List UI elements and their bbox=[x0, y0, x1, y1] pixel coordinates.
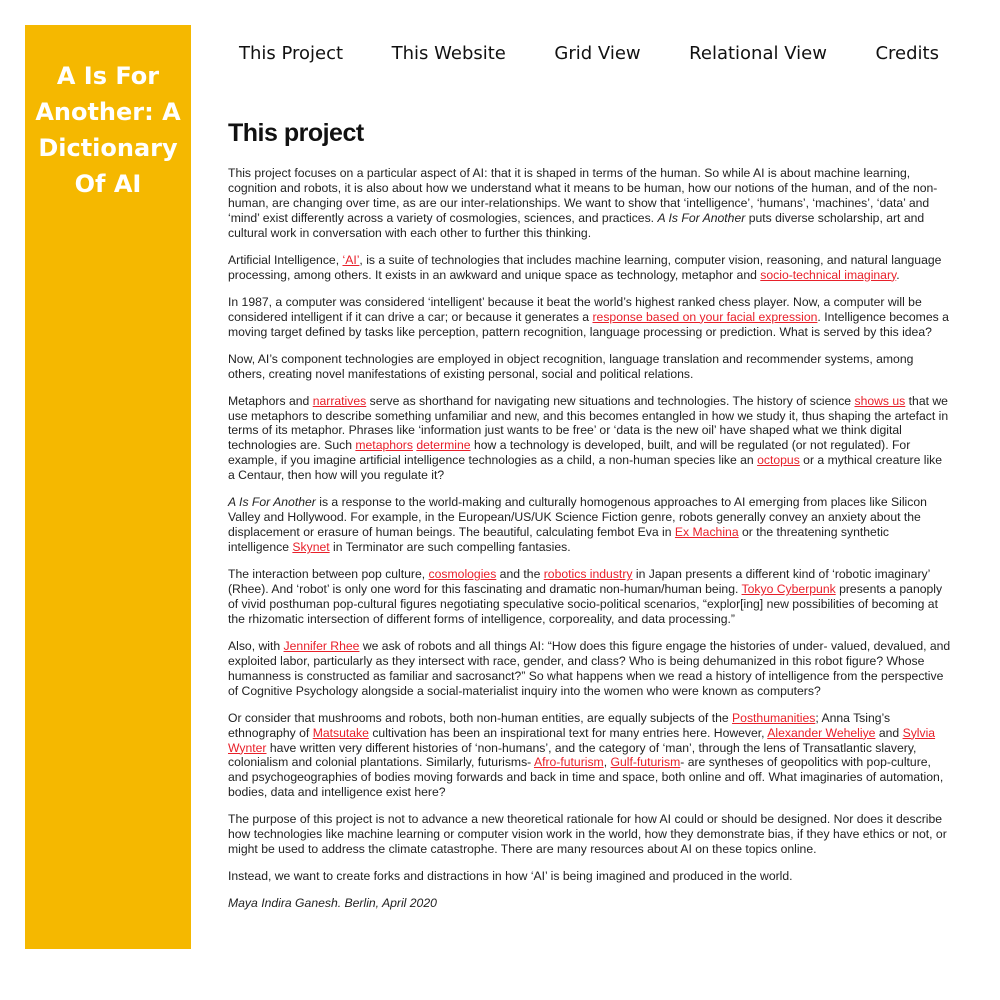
text: that we use metaphors to describe something unfamiliar and new, and this becomes entangled in how we study it, thus shaping the artefact in terms of its metaphor. Phrases like ‘information just wants to be free’ or ‘data is the new oil’ have shaped what we think digital technologies are. Such bbox=[228, 393, 949, 453]
link-jennifer-rhee[interactable]: Jennifer Rhee bbox=[283, 638, 360, 653]
link-afro-futurism[interactable]: Afro-futurism bbox=[533, 755, 604, 770]
text: , bbox=[603, 755, 611, 770]
text: puts diverse scholarship, art and cultural work in conversation with each other to further this thinking. bbox=[228, 210, 925, 240]
link-cosmologies[interactable]: cosmologies bbox=[428, 567, 497, 582]
link-octopus[interactable]: octopus bbox=[757, 453, 800, 468]
link-alexander-weheliye[interactable]: Alexander Weheliye bbox=[767, 725, 876, 740]
paragraph-japan bbox=[228, 567, 952, 627]
link-tokyo-cyberpunk[interactable]: Tokyo Cyberpunk bbox=[741, 581, 836, 596]
nav-this-website[interactable]: This Website bbox=[391, 42, 506, 64]
link-metaphors[interactable]: metaphors bbox=[355, 438, 413, 453]
nav-this-project[interactable]: This Project bbox=[239, 42, 344, 64]
paragraph-metaphors bbox=[228, 394, 952, 483]
text: . Intelligence becomes a moving target defined by tasks like perception, pattern recognition, language processing or prediction. What is served by this idea? bbox=[228, 309, 949, 339]
text: The interaction between pop culture, bbox=[228, 567, 429, 582]
text: is a response to the world-making and culturally homogenous approaches to AI emerging from places like Silicon Valley and Hollywood. For example, in the European/US/UK Science Fiction genre, robots generally convey an anxiety about the displacement or erasure of human beings. The beautiful, calculating fembot Eva in bbox=[228, 495, 927, 540]
link-facial-expression[interactable]: response based on your facial expression bbox=[592, 309, 818, 324]
signature bbox=[228, 896, 952, 911]
text: and the bbox=[496, 567, 544, 582]
paragraph-intro bbox=[228, 166, 952, 241]
text: In 1987, a computer was considered ‘intelligent’ because it beat the world’s highest ranked chess player. Now, a computer will be considered intelligent if it can drive a car; or because it generates a bbox=[228, 294, 922, 324]
paragraph-rhee bbox=[228, 639, 952, 699]
paragraph-instead bbox=[228, 869, 952, 884]
text: Artificial Intelligence, bbox=[228, 252, 343, 267]
text: Instead, we want to create forks and distractions in how ‘AI’ is being imagined and produced in the world. bbox=[228, 869, 793, 884]
text: serve as shorthand for navigating new situations and technologies. The history of science bbox=[366, 393, 855, 408]
text: we ask of robots and all things AI: “How does this figure engage the histories of under- valued, devalued, and exploited labor, particularly as they intersect with race, gender, and class? Who is being dehumanized in this robot figure? Whose humanness is constructed as familiar and sacrosanct?” So what happens when we read a history of intelligence from the perspective of Cognitive Psychology alongside a social-materialist inquiry into the women who were known as computers? bbox=[228, 638, 951, 698]
text: Also, with bbox=[228, 638, 284, 653]
text: , is a suite of technologies that includes machine learning, computer vision, reasoning, and natural language processing, among others. It exists in an awkward and unique space as technology, metaphor and bbox=[228, 252, 942, 282]
text: or the threatening synthetic intelligence bbox=[228, 525, 890, 554]
site-title[interactable]: A Is For Another: A Dictionary Of AI bbox=[35, 62, 181, 198]
text: Or consider that mushrooms and robots, both non-human entities, are equally subjects of the bbox=[228, 710, 733, 725]
sidebar bbox=[25, 25, 191, 949]
text: presents a panoply of vivid posthuman pop-cultural figures negotiating speculative socio-political scenarios, “explor[ing] new possibilities of becoming at the rhizomatic intersection of different forms of intelligence, corporeality, and data processing.” bbox=[228, 581, 943, 626]
link-skynet[interactable]: Skynet bbox=[292, 539, 330, 554]
text: ; Anna Tsing’s ethnography of bbox=[228, 710, 891, 740]
text: The purpose of this project is not to advance a new theoretical rationale for how AI could or should be designed. Nor does it describe how technologies like machine learning or computer vision work in the world, how they demonstrate bias, if they have ethics or not, or might be used to address the climate catastrophe. There are many resources about AI on these topics online. bbox=[228, 812, 947, 857]
text: have written very different histories of ‘non-humans’, and the category of ‘man’, through the lens of Transatlantic slavery, colonialism and colonial plantations. Similarly, futurisms- bbox=[228, 740, 917, 770]
text: Now, AI’s component technologies are employed in object recognition, language translation and recommender systems, among others, creating novel manifestations of existing personal, social and political relations. bbox=[228, 351, 914, 381]
text: This project focuses on a particular aspect of AI: that it is shaped in terms of the human. So while AI is about machine learning, cognition and robots, it is also about how we understand what it means to be human, how our notions of the human, and of the non-human, are changing over time, as are our inter-relationships. We want to show that ‘intelligence’, ‘humans’, ‘machines’, ‘data’ and ‘mind’ exist differently across a variety of cosmologies, sciences, and practices. bbox=[228, 166, 938, 225]
link-determine[interactable]: determine bbox=[416, 438, 471, 453]
link-matsutake[interactable]: Matsutake bbox=[312, 725, 369, 740]
text: - are syntheses of geopolitics with pop-culture, and psychogeographies of bodies moving forwards and back in time and space, both online and off. What imaginaries of automation, bodies, data and intelligence exist here? bbox=[228, 755, 944, 800]
text: how a technology is developed, built, and will be regulated (or not regulated). For example, if you imagine artificial intelligence technologies as a child, a non-human species like an bbox=[228, 438, 911, 468]
link-gulf-futurism[interactable]: Gulf-futurism bbox=[610, 755, 681, 770]
link-narratives[interactable]: narratives bbox=[312, 393, 367, 408]
link-sylvia-wynter[interactable]: Sylvia Wynter bbox=[228, 725, 936, 755]
text: . bbox=[896, 267, 900, 282]
text: in Terminator are such compelling fantasies. bbox=[329, 539, 571, 554]
nav-grid-view[interactable]: Grid View bbox=[554, 42, 641, 64]
link-ai[interactable]: ‘AI’ bbox=[342, 252, 360, 267]
main-content bbox=[228, 116, 952, 923]
paragraph-purpose bbox=[228, 812, 952, 857]
project-name: A Is For Another bbox=[657, 210, 746, 225]
paragraph-1987 bbox=[228, 295, 952, 340]
text: or a mythical creature like a Centaur, then how will you regulate it? bbox=[228, 453, 943, 483]
paragraph-response bbox=[228, 495, 952, 555]
project-name: A Is For Another bbox=[228, 495, 316, 510]
link-robotics-industry[interactable]: robotics industry bbox=[543, 567, 633, 582]
paragraph-posthumanities bbox=[228, 711, 952, 800]
link-shows-us[interactable]: shows us bbox=[854, 393, 906, 408]
text: Metaphors and bbox=[228, 393, 313, 408]
signature-text: Maya Indira Ganesh. Berlin, April 2020 bbox=[228, 896, 437, 911]
page-title: This project bbox=[228, 119, 364, 147]
link-socio-technical-imaginary[interactable]: socio-technical imaginary bbox=[760, 267, 897, 282]
top-nav bbox=[214, 38, 964, 68]
paragraph-ai bbox=[228, 253, 952, 283]
nav-relational-view[interactable]: Relational View bbox=[689, 42, 827, 64]
link-ex-machina[interactable]: Ex Machina bbox=[674, 525, 739, 540]
link-posthumanities[interactable]: Posthumanities bbox=[732, 710, 816, 725]
paragraph-components bbox=[228, 352, 952, 382]
text: cultivation has been an inspirational text for many entries here. However, bbox=[368, 725, 768, 740]
nav-credits[interactable]: Credits bbox=[875, 42, 939, 64]
text: and bbox=[875, 725, 903, 740]
text: in Japan presents a different kind of ‘robotic imaginary’ (Rhee). And ‘robot’ is only one word for this fascinating and dramatic non-human/human being. bbox=[228, 567, 930, 596]
